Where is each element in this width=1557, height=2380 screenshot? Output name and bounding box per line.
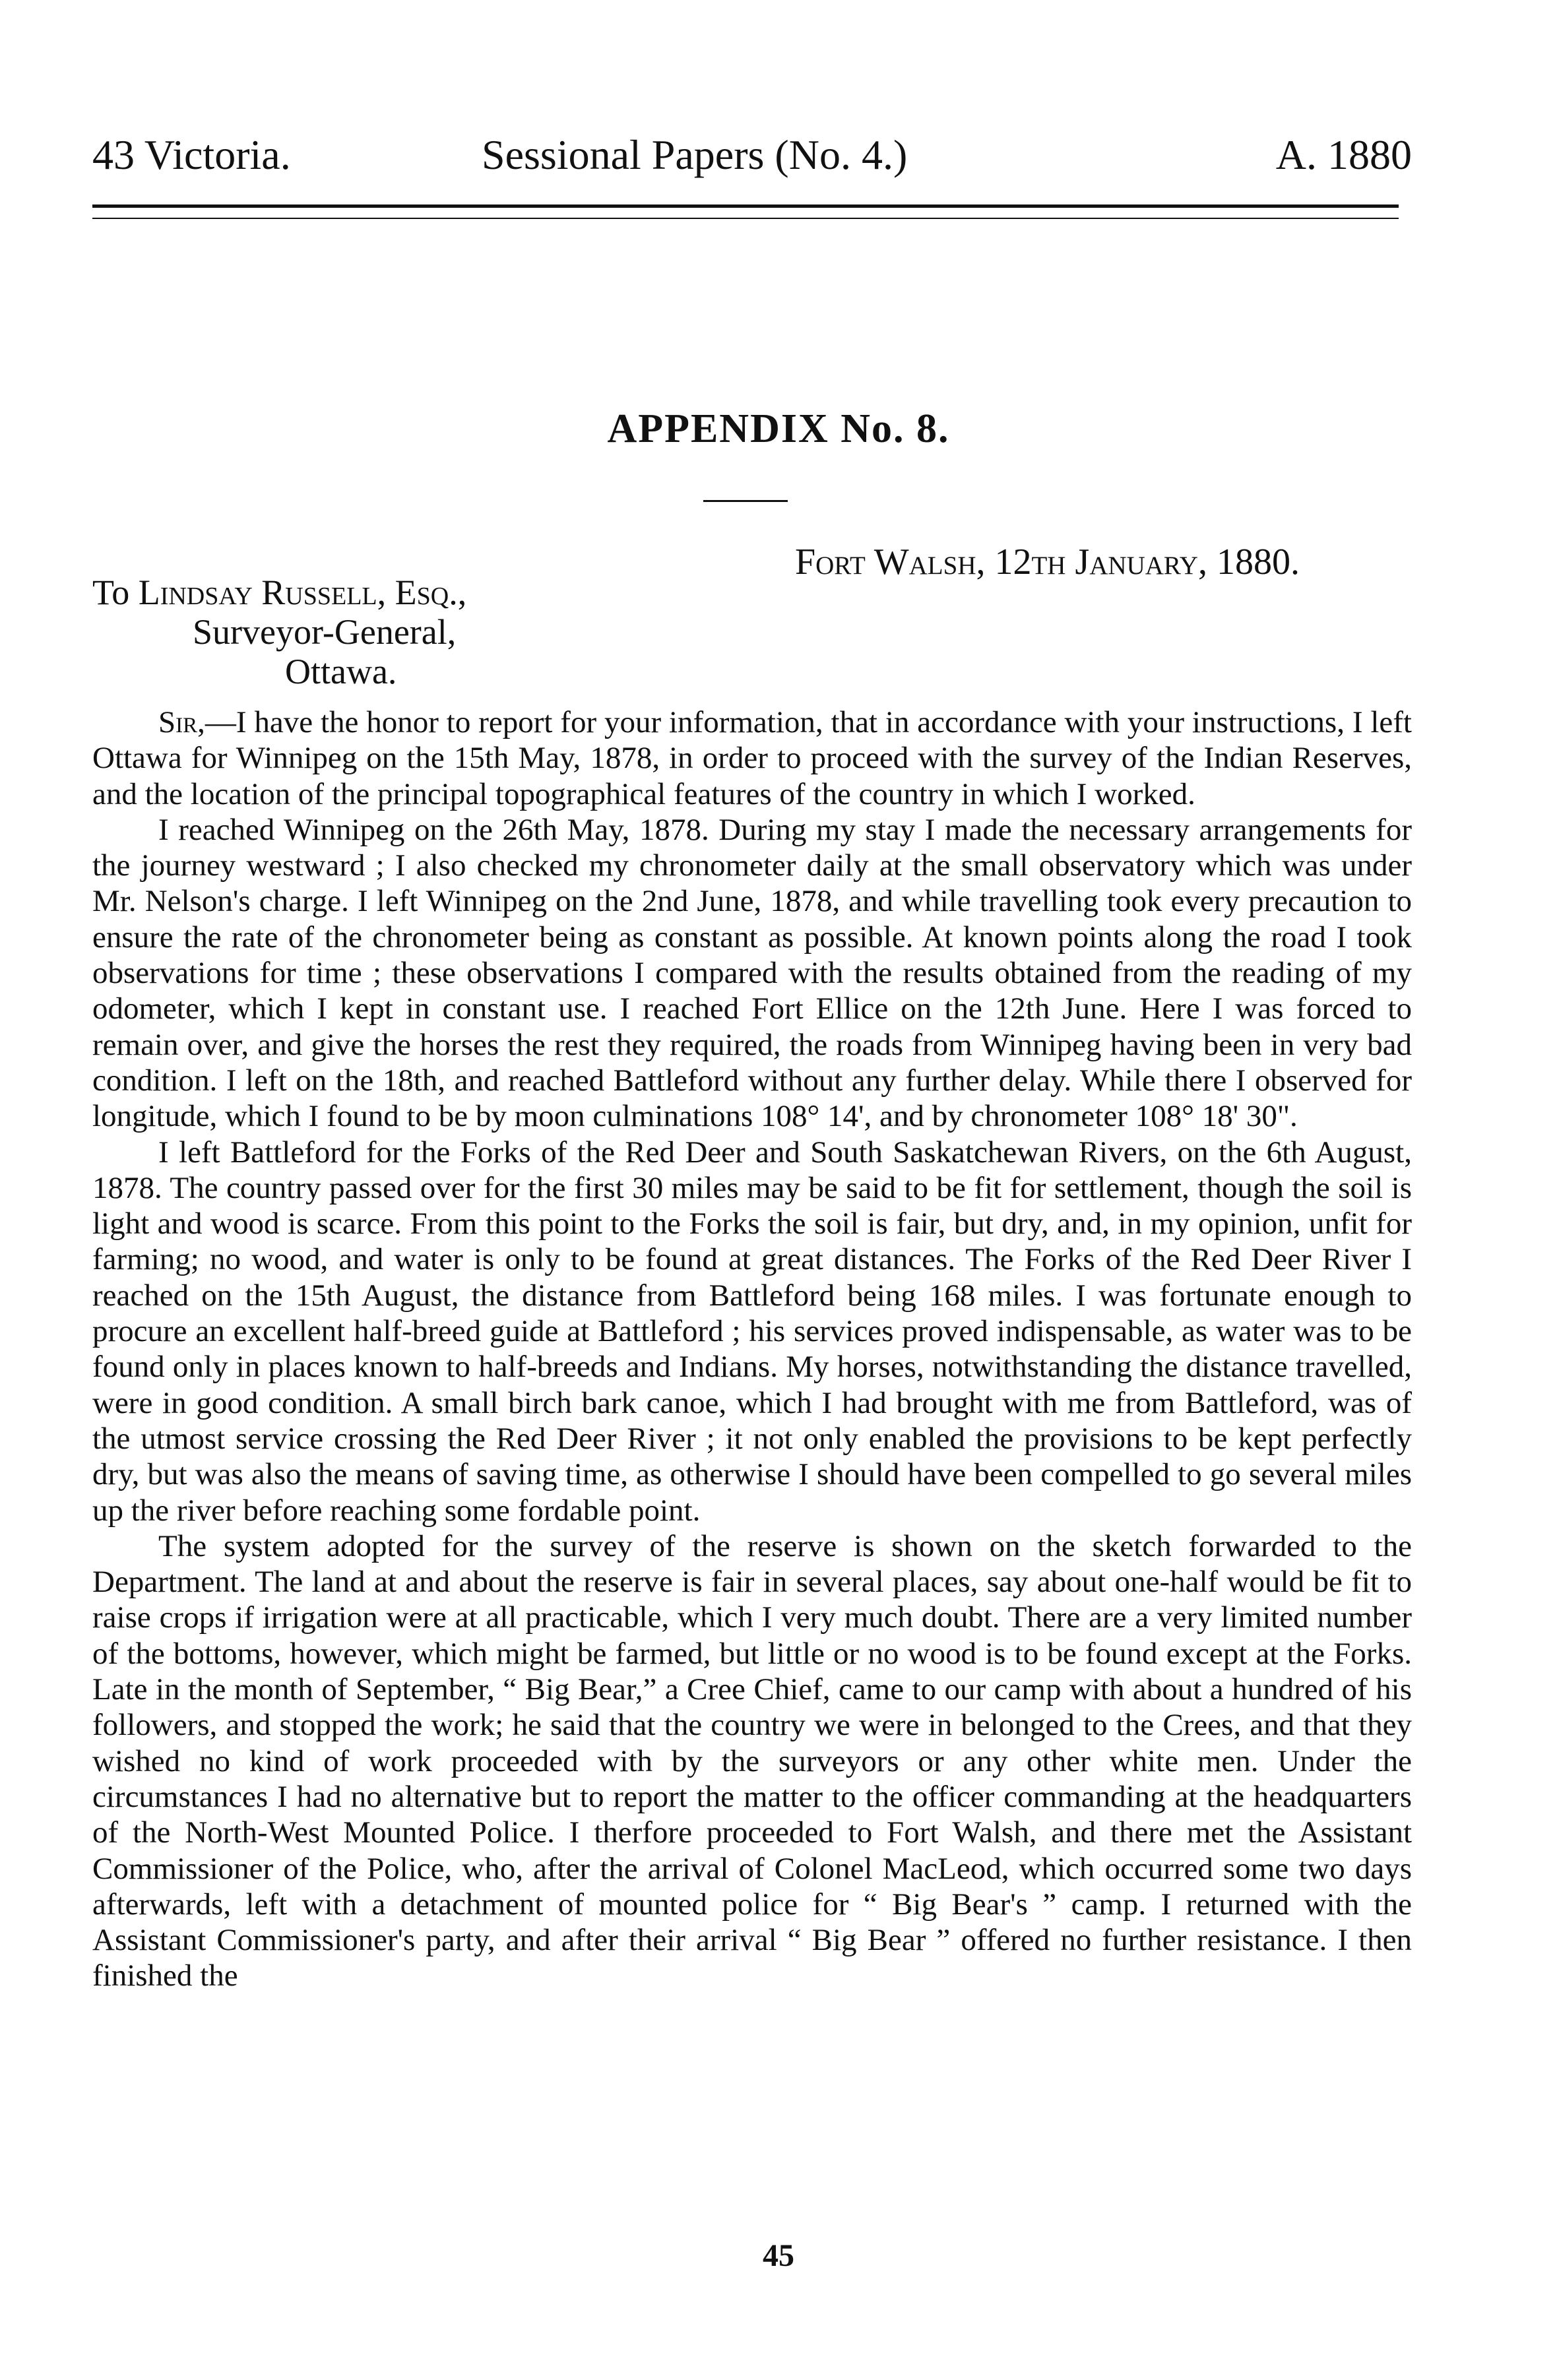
letter-body — [92, 705, 1412, 1994]
recipient-city: Ottawa. — [285, 652, 397, 691]
paragraph-3: I left Battleford for the Forks of the Red Deer and South Saskatchewan Rivers, on the 6th August, 1878. The country passed over for the first 30 miles may be said to be fit for settlement, though the soil is light and wood is scarce. From this point to the Forks the soil is fair, but dry, and, in my opinion, unfit for farming; no wood, and water is only to be found at great distances. The Forks of the Red Deer River I reached on the 15th August, the distance from Battleford being 168 miles. I was fortunate enough to procure an excellent half-breed guide at Battleford ; his services proved indispensable, as water was to be found only in places known to half-breeds and Indians. My horses, notwithstanding the distance travelled, were in good condition. A small birch bark canoe, which I had brought with me from Battleford, was of the utmost service crossing the Red Deer River ; it not only enabled the provisions to be kept perfectly dry, but was also the means of saving time, as otherwise I should have been compelled to go several miles up the river before reaching some fordable point. — [92, 1135, 1412, 1528]
paragraph-1-text: —I have the honor to report for your information, that in accordance with your instructions, I left Ottawa for Winnipeg on the 15th May, 1878, in order to proceed with the survey of the Indian Reserves, and the location of the principal topographical features of the country in which I worked. — [92, 705, 1412, 811]
paragraph-1 — [92, 705, 1412, 812]
header-session: 43 Victoria. — [92, 131, 291, 178]
salutation: Sir, — [158, 705, 205, 739]
recipient-name: Lindsay Russell, Esq., — [138, 573, 467, 612]
header-publication: Sessional Papers (No. 4.) — [482, 131, 908, 178]
title-divider — [703, 500, 788, 502]
appendix-title: APPENDIX No. 8. — [607, 406, 950, 451]
letter-dateline: Fort Walsh, 12th January, 1880. — [795, 542, 1300, 582]
running-header — [92, 125, 1412, 185]
header-rule-thick — [92, 204, 1399, 208]
paragraph-4: The system adopted for the survey of the reserve is shown on the sketch forwarded to the Department. The land at and about the reserve is fair in several places, say about one-half would be fit to raise crops if irrigation were at all practicable, which I very much doubt. There are a very limited number of the bottoms, however, which might be farmed, but little or no wood is to be found except at the Forks. Late in the month of September, “ Big Bear,” a Cree Chief, came to our camp with about a hundred of his followers, and stopped the work; he said that the country we were in belonged to the Crees, and that they wished no kind of work proceeded with by the surveyors or any other white men. Under the circumstances I had no alternative but to report the matter to the officer commanding at the headquarters of the North-West Mounted Police. I therfore proceeded to Fort Walsh, and there met the Assistant Commissioner of the Police, who, after the arrival of Colonel MacLeod, which occurred some two days afterwards, left with a detachment of mounted police for “ Big Bear's ” camp. I returned with the Assistant Commissioner's party, and after their arrival “ Big Bear ” offered no further resistance. I then finished the — [92, 1528, 1412, 1993]
address-line-recipient — [92, 573, 466, 612]
header-year: A. 1880 — [1275, 131, 1412, 178]
paragraph-2: I reached Winnipeg on the 26th May, 1878. During my stay I made the necessary arrangements for the journey westward ; I also checked my chronometer daily at the small observatory which was under Mr. Nelson's charge. I left Winnipeg on the 2nd June, 1878, and while travelling took every precaution to ensure the rate of the chronometer being as constant as possible. At known points along the road I took observations for time ; these observations I compared with the results obtained from the reading of my odometer, which I kept in constant use. I reached Fort Ellice on the 12th June. Here I was forced to remain over, and give the horses the rest they required, the roads from Winnipeg having been in very bad condition. I left on the 18th, and reached Battleford without any further delay. While there I observed for longitude, which I found to be by moon culminations 108° 14', and by chronometer 108° 18' 30". — [92, 812, 1412, 1134]
recipient-title: Surveyor-General, — [193, 612, 457, 652]
page-number: 45 — [763, 2238, 794, 2273]
recipient-address — [92, 573, 466, 691]
address-to: To — [92, 573, 130, 612]
header-rule-thin — [92, 218, 1399, 219]
